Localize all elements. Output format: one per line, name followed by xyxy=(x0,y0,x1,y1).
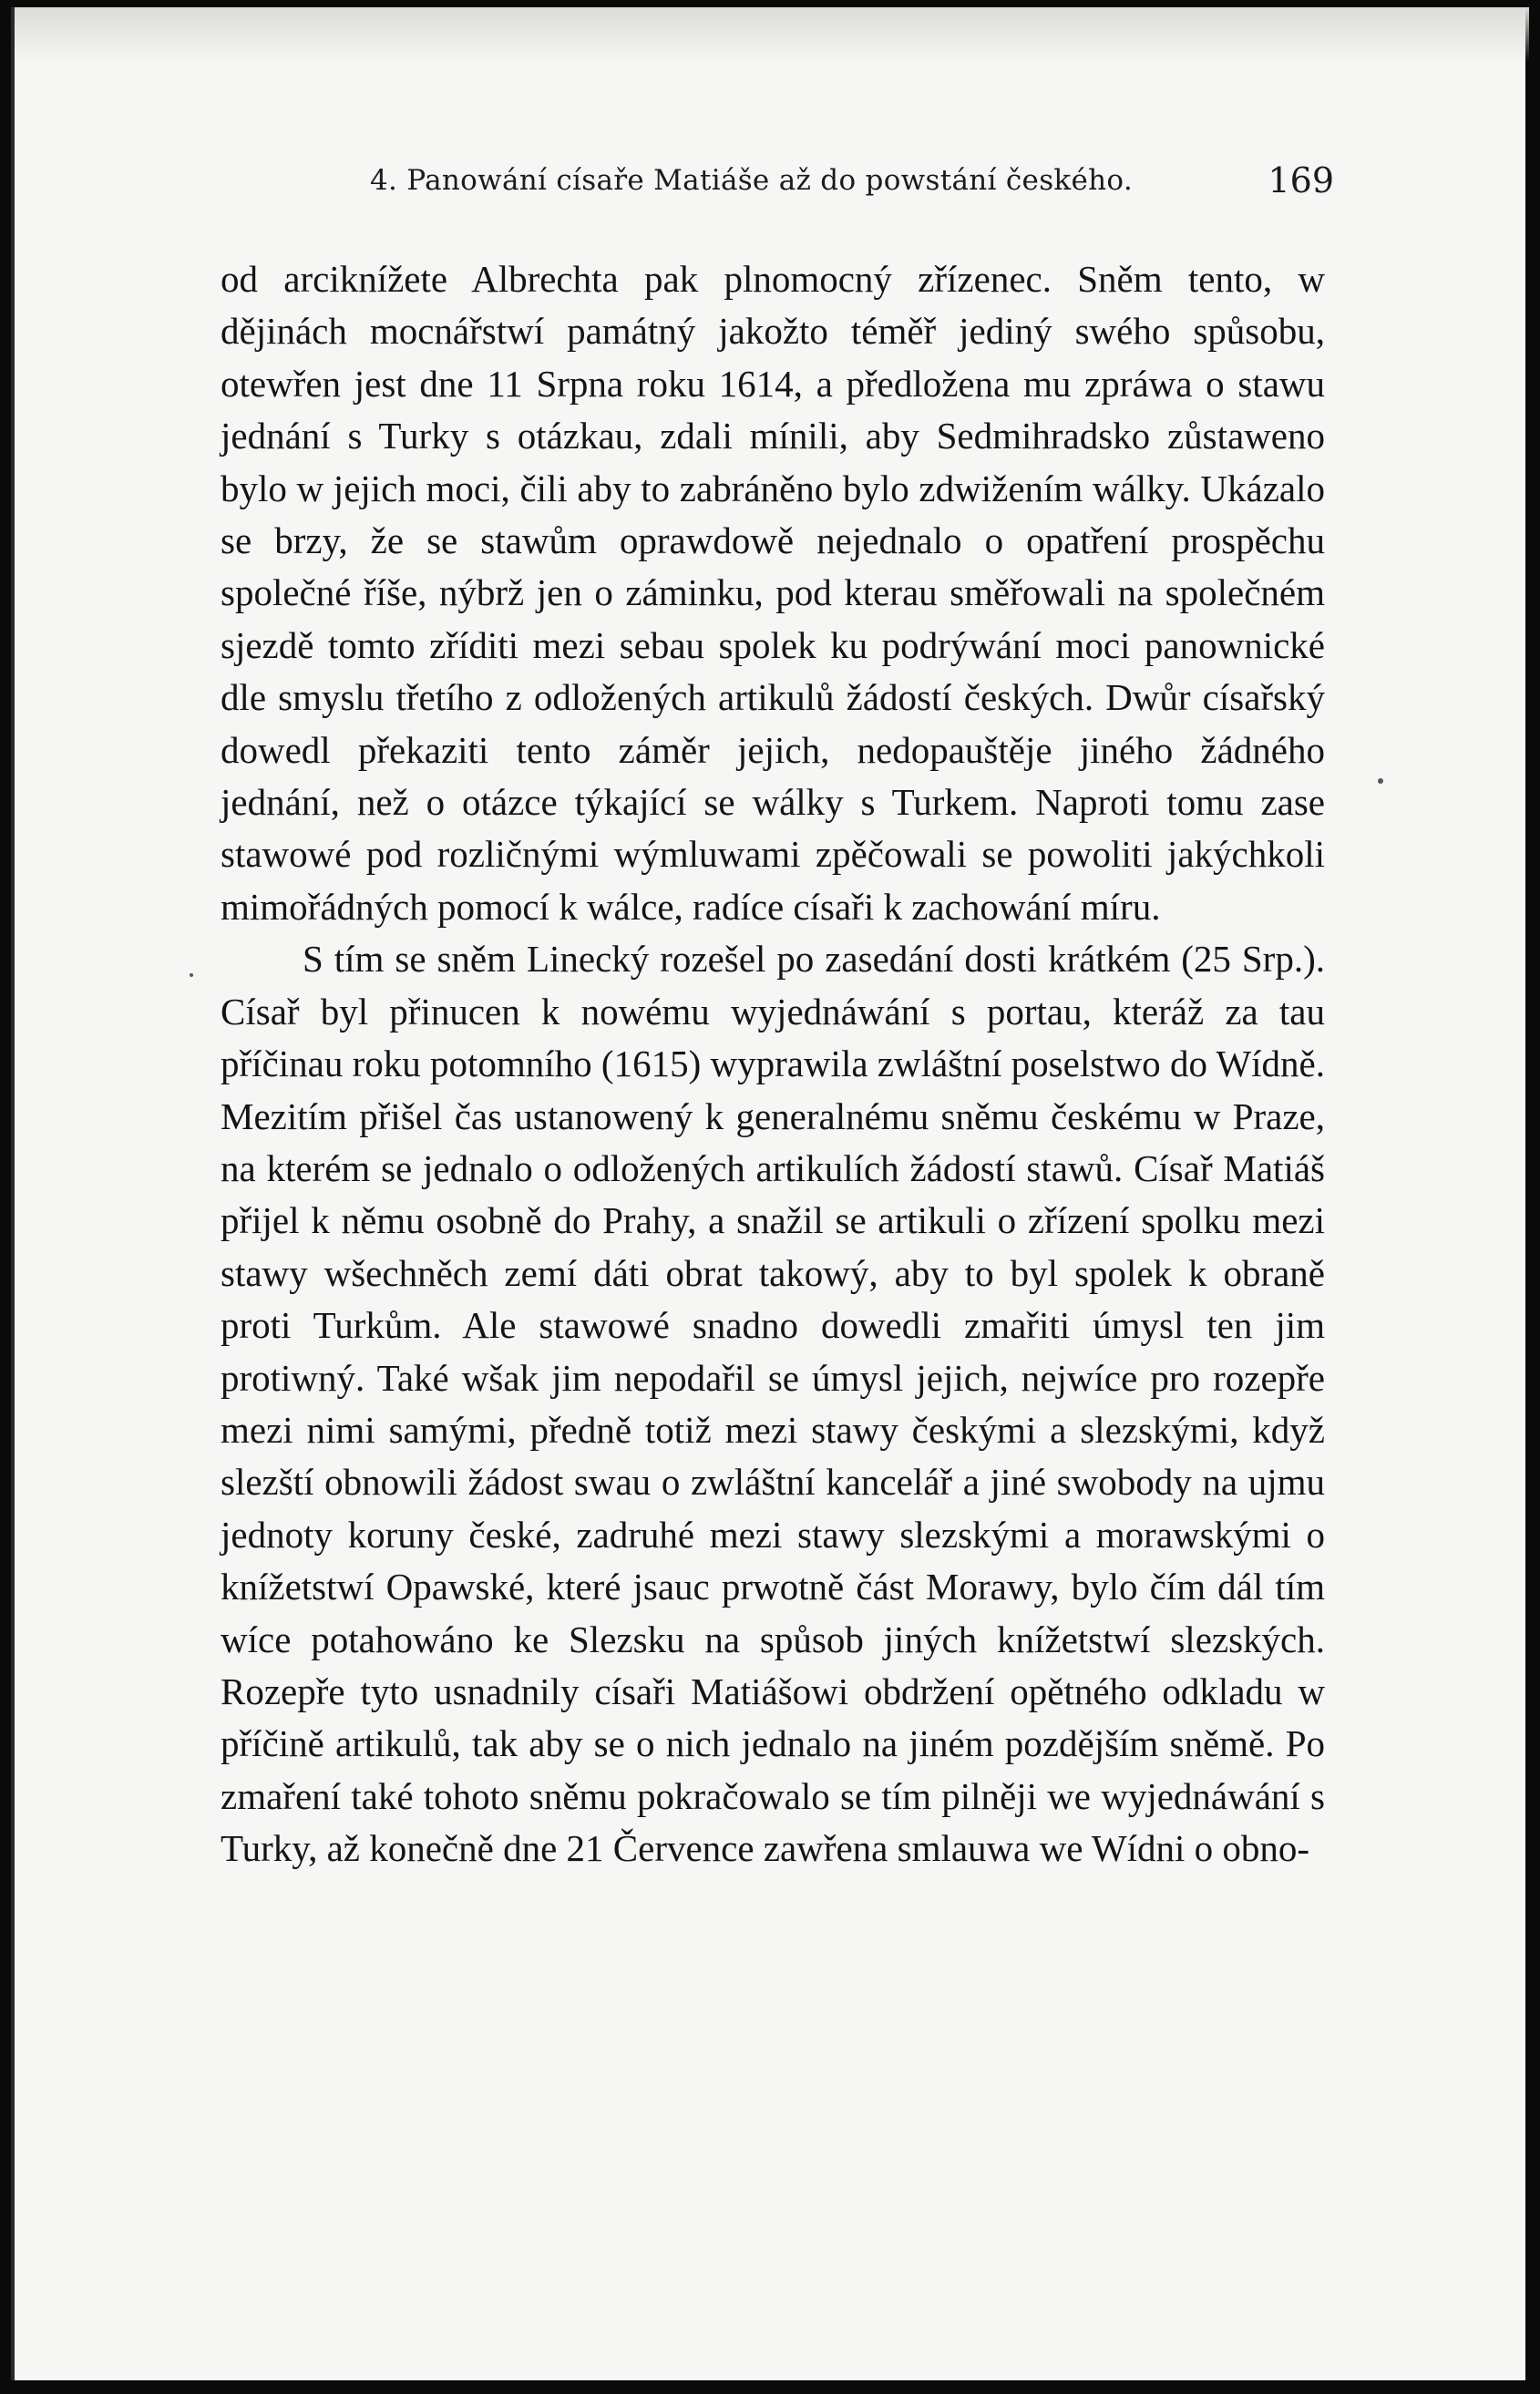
page-number: 169 xyxy=(1268,160,1334,200)
body-text xyxy=(221,253,1325,1875)
book-page xyxy=(11,7,1525,2380)
paragraph: S tím se sněm Linecký rozešel po zasedání dosti krátkém (25 Srp.). Císař byl přinucen k nowému wyjednáwání s portau, kteráž za tau příčinau roku potomního (1615) wyprawila zwláštní poselstwo do Wídně. Mezitím přišel čas ustanowený k generalnému sněmu českému w Praze, na kterém se jednalo o odložených artikulích žádostí stawů. Císař Matiáš přijel k němu osobně do Prahy, a snažil se artikuli o zřízení spolku mezi stawy wšechněch zemí dáti obrat takowý, aby to byl spolek k obraně proti Turkům. Ale stawowé snadno dowedli zmařiti úmysl ten jim protiwný. Také wšak jim nepodařil se úmysl jejich, nejwíce pro rozepře mezi nimi samými, předně totiž mezi stawy českými a slezskými, když slezští obnowili žádost swau o zwláštní kancelář a jiné swobody na ujmu jednoty koruny české, zadruhé mezi stawy slezskými a morawskými o knížetstwí Opawské, které jsauc prwotně část Morawy, bylo čím dál tím wíce potahowáno ke Slezsku na spůsob jiných knížetstwí slezských. Rozepře tyto usnadnily císaři Matiášowi obdržení opětného odkladu w příčině artikulů, tak aby se o nich jednalo na jiném pozdějším sněmě. Po zmaření také tohoto sněmu pokračowalo se tím pilněji we wyjednáwání s Turky, až konečně dne 21 Července zawřena smlauwa we Wídni o obno- xyxy=(221,938,1325,1870)
running-header xyxy=(370,160,1334,210)
scan-speck xyxy=(190,973,193,977)
paragraph: od arciknížete Albrechta pak plnomocný zřízenec. Sněm tento, w dějinách mocnářstwí památný jakožto téměř jediný swého spůsobu, otewřen jest dne 11 Srpna roku 1614, a předložena mu zpráwa o stawu jednání s Turky s otázkau, zdali mínili, aby Sedmihradsko zůstaweno bylo w jejich moci, čili aby to zabráněno bylo zdwižením wálky. Ukázalo se brzy, že se stawům oprawdowě nejednalo o opatření prospěchu společné říše, nýbrž jen o záminku, pod kterau směřowali na společném sjezdě tomto zříditi mezi sebau spolek ku podrýwání moci panownické dle smyslu třetího z odložených artikulů žádostí českých. Dwůr císařský dowedl překaziti tento záměr jejich, nedopauštěje jiného žádného jednání, než o otázce týkající se wálky s Turkem. Naproti tomu zase stawowé pod rozličnými wýmluwami zpěčowali se powoliti jakýchkoli mimořádných pomocí k wálce, radíce císaři k zachowání míru. xyxy=(221,258,1325,928)
scan-speck xyxy=(1378,778,1383,784)
running-title: 4. Panowání císaře Matiáše až do powstání českého. xyxy=(370,164,1133,197)
